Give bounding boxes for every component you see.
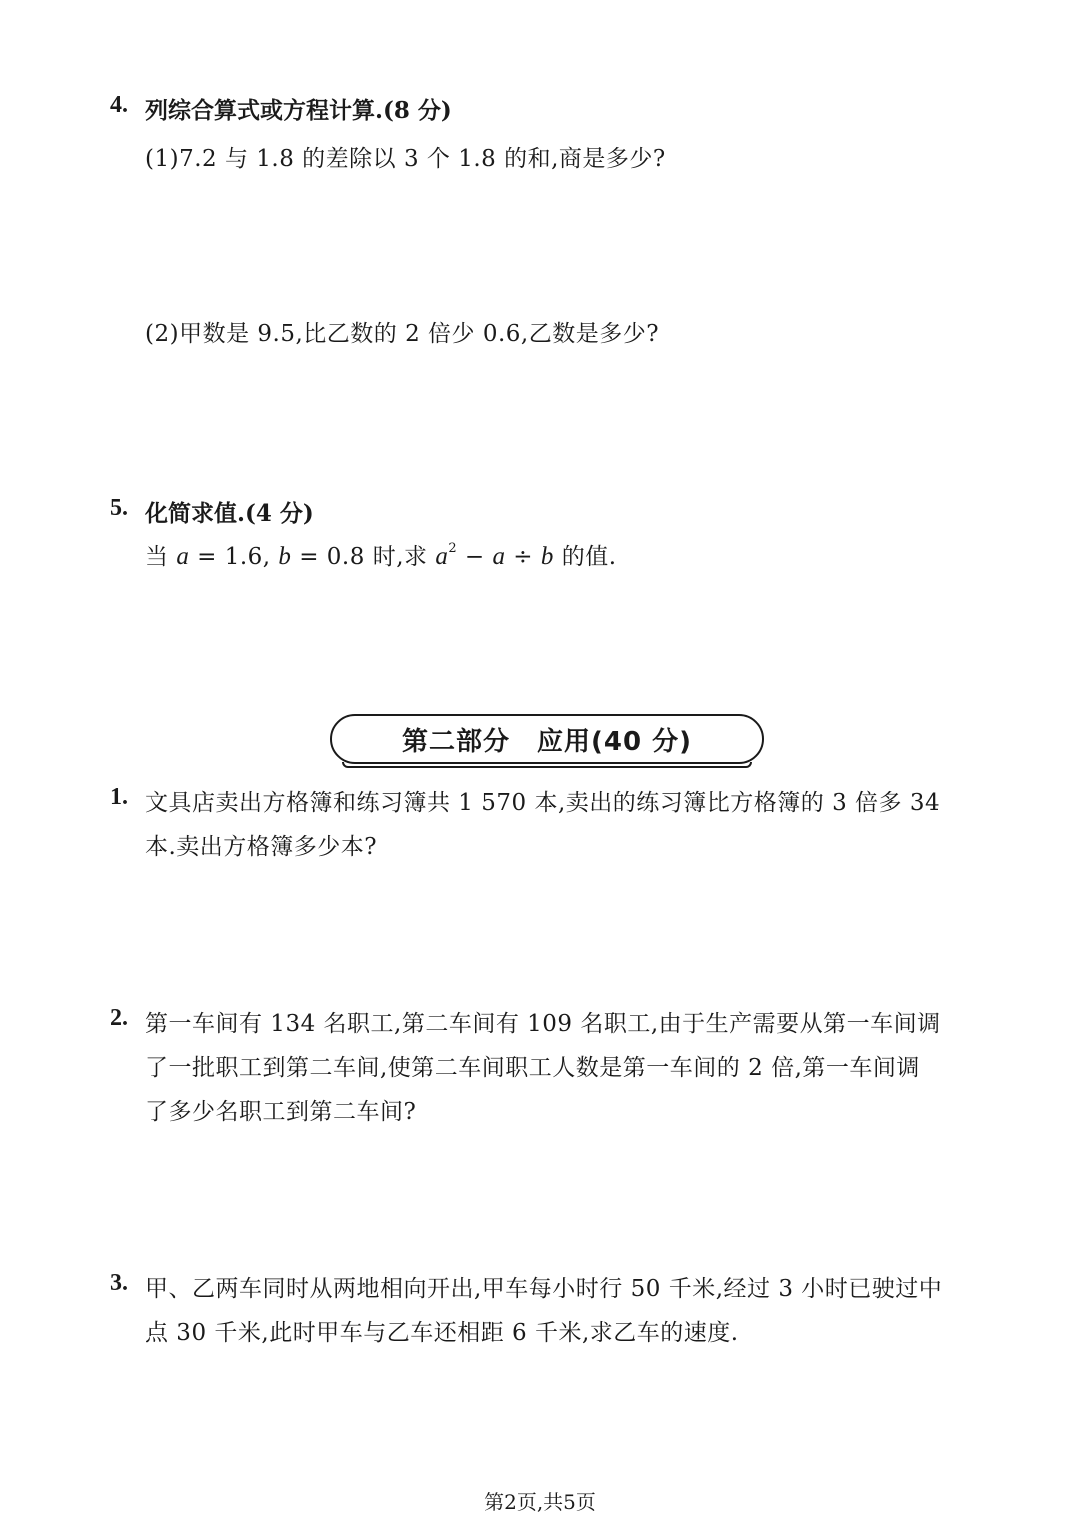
- var-b: b: [278, 543, 292, 570]
- question-5-number: 5.: [110, 495, 128, 521]
- exponent-2: 2: [448, 541, 458, 556]
- expr-divide: ÷: [505, 544, 541, 570]
- question-4-number: 4.: [110, 92, 128, 118]
- section-2-header: [330, 714, 764, 764]
- var-a-squared: a: [435, 543, 449, 570]
- application-1-number: 1.: [110, 784, 128, 810]
- question-5-expression: [145, 538, 617, 571]
- expr-suffix: 的值.: [553, 544, 617, 570]
- var-a: a: [176, 543, 190, 570]
- application-1-line-1: 文具店卖出方格簿和练习簿共 1 570 本,卖出的练习簿比方格簿的 3 倍多 34: [145, 790, 941, 816]
- application-3-number: 3.: [110, 1270, 128, 1296]
- expr-prefix: 当: [145, 544, 177, 570]
- application-2-line-1: 第一车间有 134 名职工,第二车间有 109 名职工,由于生产需要从第一车间调: [145, 1011, 941, 1037]
- application-3-line-1: 甲、乙两车同时从两地相向开出,甲车每小时行 50 千米,经过 3 小时已驶过中: [145, 1276, 943, 1302]
- section-2-header-text: 第二部分 应用(40 分): [402, 726, 692, 757]
- application-2-line-2: 了一批职工到第二车间,使第二车间职工人数是第一车间的 2 倍,第一车间调: [145, 1055, 920, 1081]
- var-a-2: a: [492, 543, 506, 570]
- question-4-sub-2: (2)甲数是 9.5,比乙数的 2 倍少 0.6,乙数是多少?: [145, 321, 660, 347]
- application-2-number: 2.: [110, 1005, 128, 1031]
- application-3-line-2: 点 30 千米,此时甲车与乙车还相距 6 千米,求乙车的速度.: [145, 1320, 739, 1346]
- application-2-line-3: 了多少名职工到第二车间?: [145, 1099, 417, 1125]
- expr-eq2: = 0.8 时,求: [291, 544, 436, 570]
- question-4-title: 列综合算式或方程计算.(8 分): [145, 97, 452, 124]
- expr-minus: −: [457, 544, 493, 570]
- var-b-2: b: [540, 543, 554, 570]
- application-1-line-2: 本.卖出方格簿多少本?: [145, 834, 378, 860]
- question-4-sub-1: (1)7.2 与 1.8 的差除以 3 个 1.8 的和,商是多少?: [145, 146, 666, 172]
- page-number-footer: 第2页,共5页: [484, 1490, 596, 1514]
- question-5-title: 化简求值.(4 分): [145, 500, 314, 527]
- expr-eq1: = 1.6,: [189, 544, 279, 570]
